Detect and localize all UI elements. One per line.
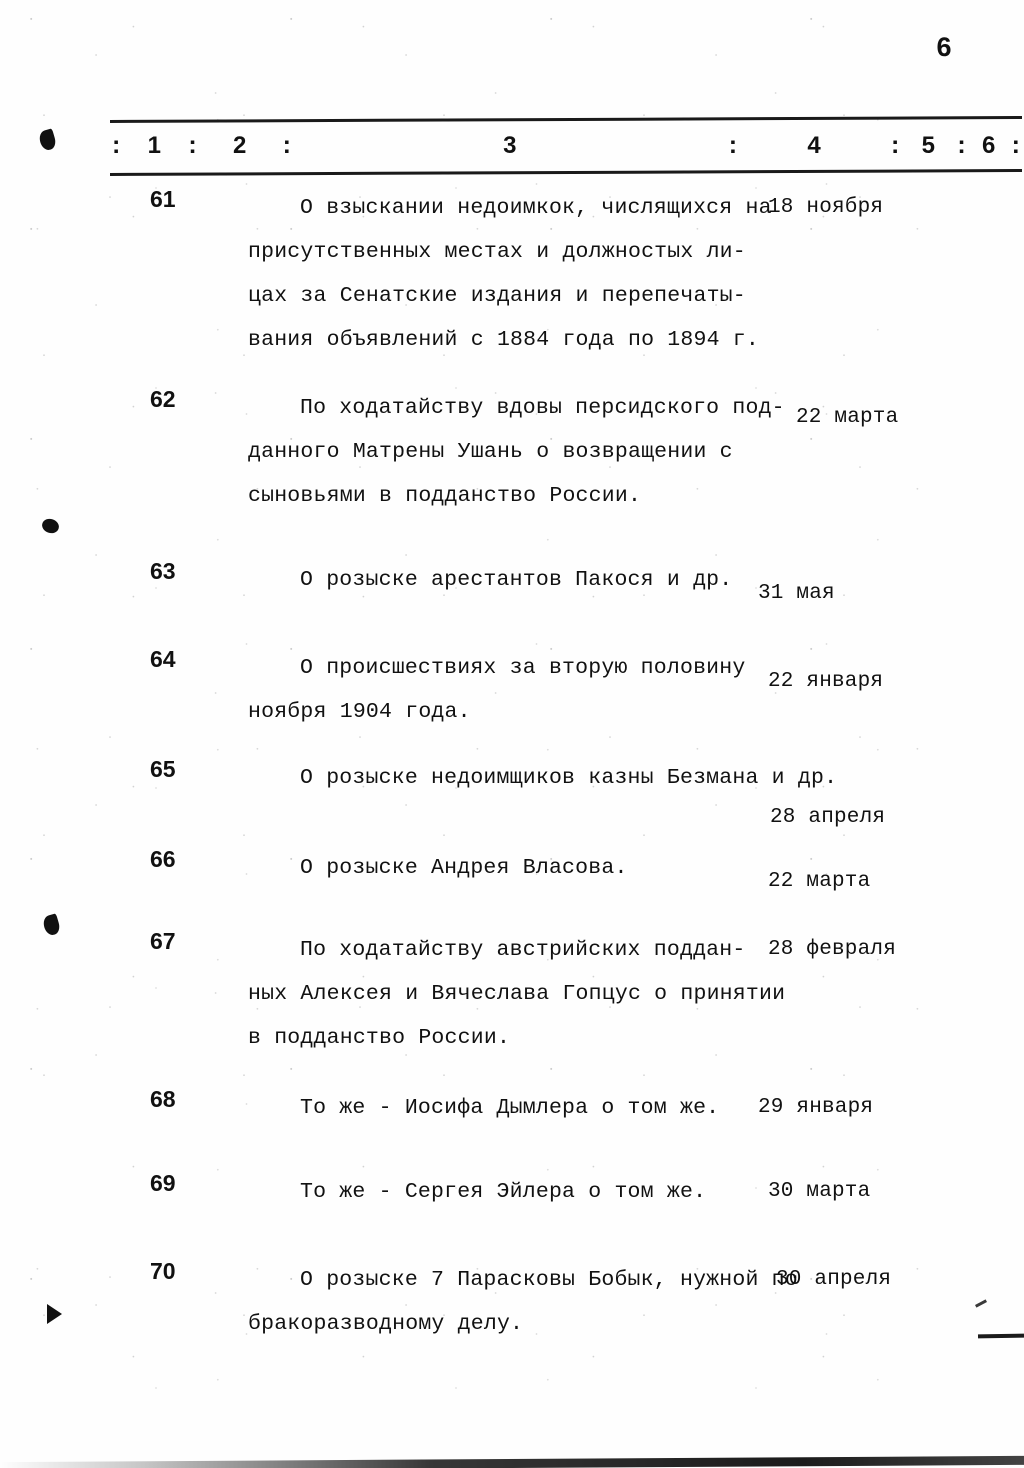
column-number-6: 6	[981, 132, 996, 159]
entry-text-line: По ходатайству австрийских поддан-	[300, 938, 746, 962]
column-separator-5: :	[957, 130, 966, 159]
entry-text-line: То же - Иосифа Дымлера о том же.	[300, 1096, 720, 1120]
entry-number: 70	[150, 1258, 176, 1284]
entry-text-line: О розыске арестантов Пакося и др.	[300, 568, 733, 592]
entry-text-line: присутственных местах и должностых ли-	[248, 240, 746, 264]
column-header-band	[110, 118, 1022, 174]
entry-number: 66	[150, 846, 176, 872]
entry-text-line: О происшествиях за вторую половину	[300, 656, 746, 680]
inventory-entry	[0, 1258, 1024, 1346]
entry-number: 64	[150, 646, 176, 672]
entry-body	[248, 1258, 994, 1346]
column-number-4: 4	[807, 132, 821, 159]
entry-number: 68	[150, 1086, 176, 1112]
entry-text-line: цах за Сенатские издания и перепечаты-	[248, 284, 746, 308]
column-separator-2: :	[282, 130, 291, 159]
entry-body	[248, 386, 994, 518]
entry-text-line: О розыске 7 Парасковы Бобык, нужной по	[300, 1268, 798, 1292]
entry-text-line: в подданство России.	[248, 1026, 511, 1050]
ink-blot-arrow-lower	[47, 1304, 62, 1324]
entry-date: 22 марта	[768, 870, 871, 893]
inventory-entry	[0, 646, 1024, 734]
entry-number: 67	[150, 928, 176, 954]
column-separator-4: :	[891, 130, 900, 159]
entry-number: 65	[150, 756, 176, 782]
entry-date: 30 марта	[768, 1180, 871, 1203]
entry-body	[248, 186, 994, 362]
entry-text-line: По ходатайству вдовы персидского под-	[300, 396, 785, 420]
scan-bottom-edge	[0, 1456, 1024, 1468]
column-separator-6: :	[1011, 130, 1020, 159]
inventory-entry	[0, 186, 1024, 362]
entry-number: 62	[150, 386, 176, 412]
column-number-1: 1	[147, 132, 161, 159]
column-number-row	[110, 121, 1022, 171]
column-number-5: 5	[921, 132, 936, 159]
entry-number: 61	[150, 186, 176, 212]
entry-text-line: О розыске Андрея Власова.	[300, 856, 628, 880]
entry-text-line: сыновьями в подданство России.	[248, 484, 642, 508]
inventory-entry	[0, 386, 1024, 518]
entry-date: 28 февраля	[768, 938, 897, 961]
entry-text-line: О взыскании недоимкок, числящихся на	[300, 196, 772, 220]
entry-text-line: данного Матрены Ушань о возвращении с	[248, 440, 733, 464]
inventory-entry	[0, 1170, 1024, 1214]
entry-date: 22 января	[768, 670, 884, 693]
scan-edge-dash-right	[978, 1334, 1024, 1339]
entry-body	[248, 928, 994, 1060]
inventory-entry	[0, 558, 1024, 605]
column-separator-1: :	[188, 130, 197, 159]
entry-text-line: бракоразводному делу.	[248, 1312, 524, 1336]
entry-body	[248, 846, 994, 893]
entry-body	[248, 1170, 994, 1214]
inventory-entry	[0, 756, 1024, 829]
column-separator-3: :	[728, 130, 738, 159]
entry-date: 28 апреля	[770, 806, 886, 829]
column-number-2: 2	[232, 132, 247, 159]
entry-body	[248, 1086, 994, 1130]
entry-date: 29 января	[758, 1096, 874, 1119]
ink-blot-drop-top	[38, 128, 58, 151]
column-separator-0: :	[112, 130, 121, 159]
inventory-entry	[0, 1086, 1024, 1130]
entry-text-line: ных Алексея и Вячеслава Гопцус о принятии	[248, 982, 786, 1006]
entry-date: 18 ноября	[768, 196, 884, 219]
entry-text-line: ноября 1904 года.	[248, 700, 471, 724]
entry-date: 30 апреля	[776, 1268, 892, 1291]
column-number-3: 3	[503, 132, 517, 159]
page-folio-number: 6	[936, 32, 952, 62]
entry-number: 69	[150, 1170, 176, 1196]
inventory-entry	[0, 846, 1024, 893]
entry-text-line: вания объявлений с 1884 года по 1894 г.	[248, 328, 759, 352]
entry-body	[248, 756, 994, 829]
entry-body	[248, 646, 994, 734]
entry-date: 31 мая	[758, 582, 835, 605]
entry-date: 22 марта	[796, 406, 899, 429]
entry-text-line: То же - Сергея Эйлера о том же.	[300, 1180, 707, 1204]
ink-blot-dot-upper	[40, 517, 60, 536]
entry-text-line: О розыске недоимщиков казны Безмана и др.	[300, 766, 838, 790]
entry-body	[248, 558, 994, 605]
entry-number: 63	[150, 558, 176, 584]
inventory-entry	[0, 928, 1024, 1060]
